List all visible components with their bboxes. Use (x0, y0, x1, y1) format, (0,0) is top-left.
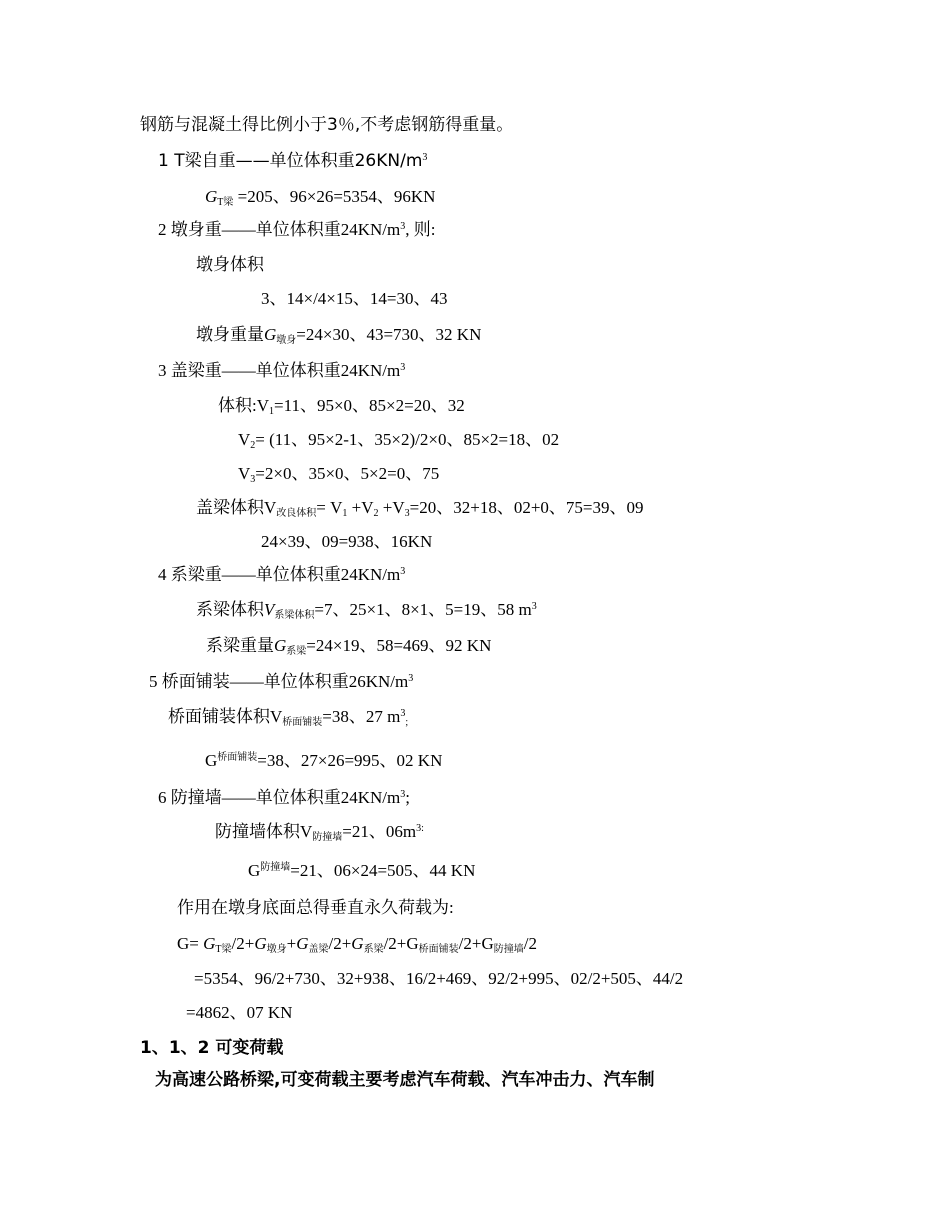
total-load-formula: $G= G_{T梁}/2+G_{墩身}+G_{盖梁}/2+G_{系梁}/2+G_{桥面铺装}/2+G_{防撞墙}/2$ (177, 934, 537, 955)
section-1-heading: 1 T梁自重——单位体积重$26KN/m^3$ (158, 151, 428, 171)
t-beam-weight-formula: $G_{T梁} =205$、96×26=5354、96KN (205, 187, 436, 208)
variable-load-paragraph: 为高速公路桥梁,可变荷载主要考虑汽车荷载、汽车冲击力、汽车制 (155, 1070, 655, 1090)
section-3-heading: 3 盖梁重——单位体积重$24KN/m^3$ (158, 361, 406, 380)
capbeam-total-volume: 盖梁体积$V_{改良体积}= V_1 +V_2 +V_3=20$、32+18、02+0、75=39、09 (196, 498, 644, 519)
deck-pavement-volume: 桥面铺装体积$V_{桥面铺装}=38$、27 $m^3_;$ (168, 707, 409, 728)
section-2-heading: 2 墩身重——单位体积重$24KN/m^3$, 则: (158, 220, 436, 239)
tiebeam-volume: 系梁体积$V_{系梁体积}=7$、25×1、8×1、5=19、58 $m^3$ (196, 600, 537, 621)
total-load-expression: =5354、96/2+730、32+938、16/2+469、92/2+995、02/2+505、44/2 (194, 969, 684, 988)
pier-weight-formula: 墩身重量$G_{墩身}=24\times 30$、43=730、32 KN (196, 325, 482, 346)
barrier-volume: 防撞墙体积$V_{防撞墙}=21$、$06m^{3:}$ (215, 822, 424, 843)
intro-text: 钢筋与混凝土得比例小于3％,不考虑钢筋得重量。 (140, 115, 514, 135)
variable-load-heading: 1、1、2 可变荷载 (140, 1038, 284, 1058)
capbeam-v1: 体积$:V_1=11$、95×0、85×2=20、32 (218, 396, 465, 417)
pier-volume-expression: 3、14×/4×15、14=30、43 (261, 289, 448, 308)
total-load-intro: 作用在墩身底面总得垂直永久荷载为: (177, 898, 454, 917)
section-6-heading: 6 防撞墙——单位体积重$24KN/m^3$; (158, 788, 410, 807)
section-5-heading: 5 桥面铺装——单位体积重$26KN/m^3$ (149, 672, 414, 691)
tiebeam-weight: 系梁重量$G_{系梁}=24\times 19$、58=469、92 KN (206, 636, 492, 657)
pier-volume-label: 墩身体积 (196, 255, 264, 274)
deck-pavement-weight: $G^{桥面铺装}=38$、27×26=995、02 KN (205, 751, 443, 770)
total-load-result: =4862、07 KN (186, 1003, 293, 1022)
section-4-heading: 4 系梁重——单位体积重$24KN/m^3$ (158, 565, 406, 584)
barrier-weight: $G^{防撞墙}=21$、06×24=505、44 KN (248, 861, 476, 880)
capbeam-weight: 24×39、09=938、16KN (261, 532, 433, 551)
capbeam-v3: $V_3=2\times 0$、35×0、5×2=0、75 (238, 464, 440, 485)
capbeam-v2: $V_2= (11$、95×2-1、35×2)/2×0、85×2=18、02 (238, 430, 560, 451)
